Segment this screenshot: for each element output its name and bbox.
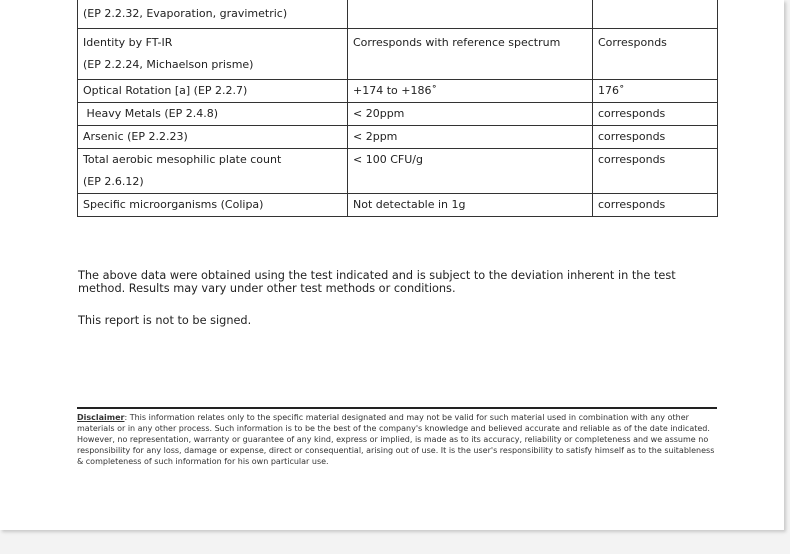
result-value: Corresponds	[598, 36, 667, 49]
result-cell: corresponds	[593, 194, 718, 217]
result-cell	[593, 0, 718, 29]
spec-cell: < 2ppm	[348, 126, 593, 149]
result-cell	[593, 149, 718, 194]
result-value: corresponds	[598, 153, 666, 166]
table-row	[78, 0, 718, 29]
test-cell	[78, 0, 348, 29]
test-cell: Heavy Metals (EP 2.4.8)	[78, 103, 348, 126]
spec-cell: < 20ppm	[348, 103, 593, 126]
spec-cell	[348, 149, 593, 194]
table-row	[78, 29, 718, 80]
test-name: (EP 2.2.32, Evaporation, gravimetric)	[83, 7, 288, 20]
spec-value: < 100 CFU/g	[353, 153, 423, 166]
disclaimer-text: : This information relates only to the specific material designated and may not be valid for such material used in combination with any other materials or in any other process. Such information is to be the best of the company's knowledge and believed accurate and reliable as of the date indicated. However, no representation, warranty or guarantee of any kind, express or implied, is made as to its accuracy, reliability or completeness and we assume no responsibility for any loss, damage or expense, direct or consequential, arising out of use. It is the user's responsibility to satisfy himself as to the suitableness & completeness of such information for his own particular use.	[77, 413, 715, 466]
spec-cell: +174 to +186˚	[348, 80, 593, 103]
data-notice: The above data were obtained using the test indicated and is subject to the deviation inherent in the test method. Results may vary under other test methods or conditions.	[78, 269, 676, 295]
test-method: (EP 2.2.24, Michaelson prisme)	[83, 58, 254, 71]
spec-cell	[348, 0, 593, 29]
result-cell: 176˚	[593, 80, 718, 103]
table-row	[78, 80, 718, 103]
spec-cell	[348, 29, 593, 80]
disclaimer	[77, 407, 717, 467]
test-cell	[78, 29, 348, 80]
result-cell: corresponds	[593, 126, 718, 149]
table-row	[78, 126, 718, 149]
test-results-table	[77, 0, 718, 217]
table-row	[78, 194, 718, 217]
test-method: (EP 2.6.12)	[83, 175, 144, 188]
test-cell	[78, 149, 348, 194]
result-cell: corresponds	[593, 103, 718, 126]
test-cell: Specific microorganisms (Colipa)	[78, 194, 348, 217]
test-cell: Optical Rotation [a] (EP 2.2.7)	[78, 80, 348, 103]
disclaimer-label: Disclaimer	[77, 413, 125, 422]
table-row	[78, 103, 718, 126]
signature-notice: This report is not to be signed.	[78, 314, 252, 327]
spec-value: Corresponds with reference spectrum	[353, 36, 561, 49]
table-row	[78, 149, 718, 194]
test-name: Identity by FT-IR	[83, 36, 173, 49]
result-cell	[593, 29, 718, 80]
spec-cell: Not detectable in 1g	[348, 194, 593, 217]
test-cell: Arsenic (EP 2.2.23)	[78, 126, 348, 149]
test-name: Total aerobic mesophilic plate count	[83, 153, 282, 166]
